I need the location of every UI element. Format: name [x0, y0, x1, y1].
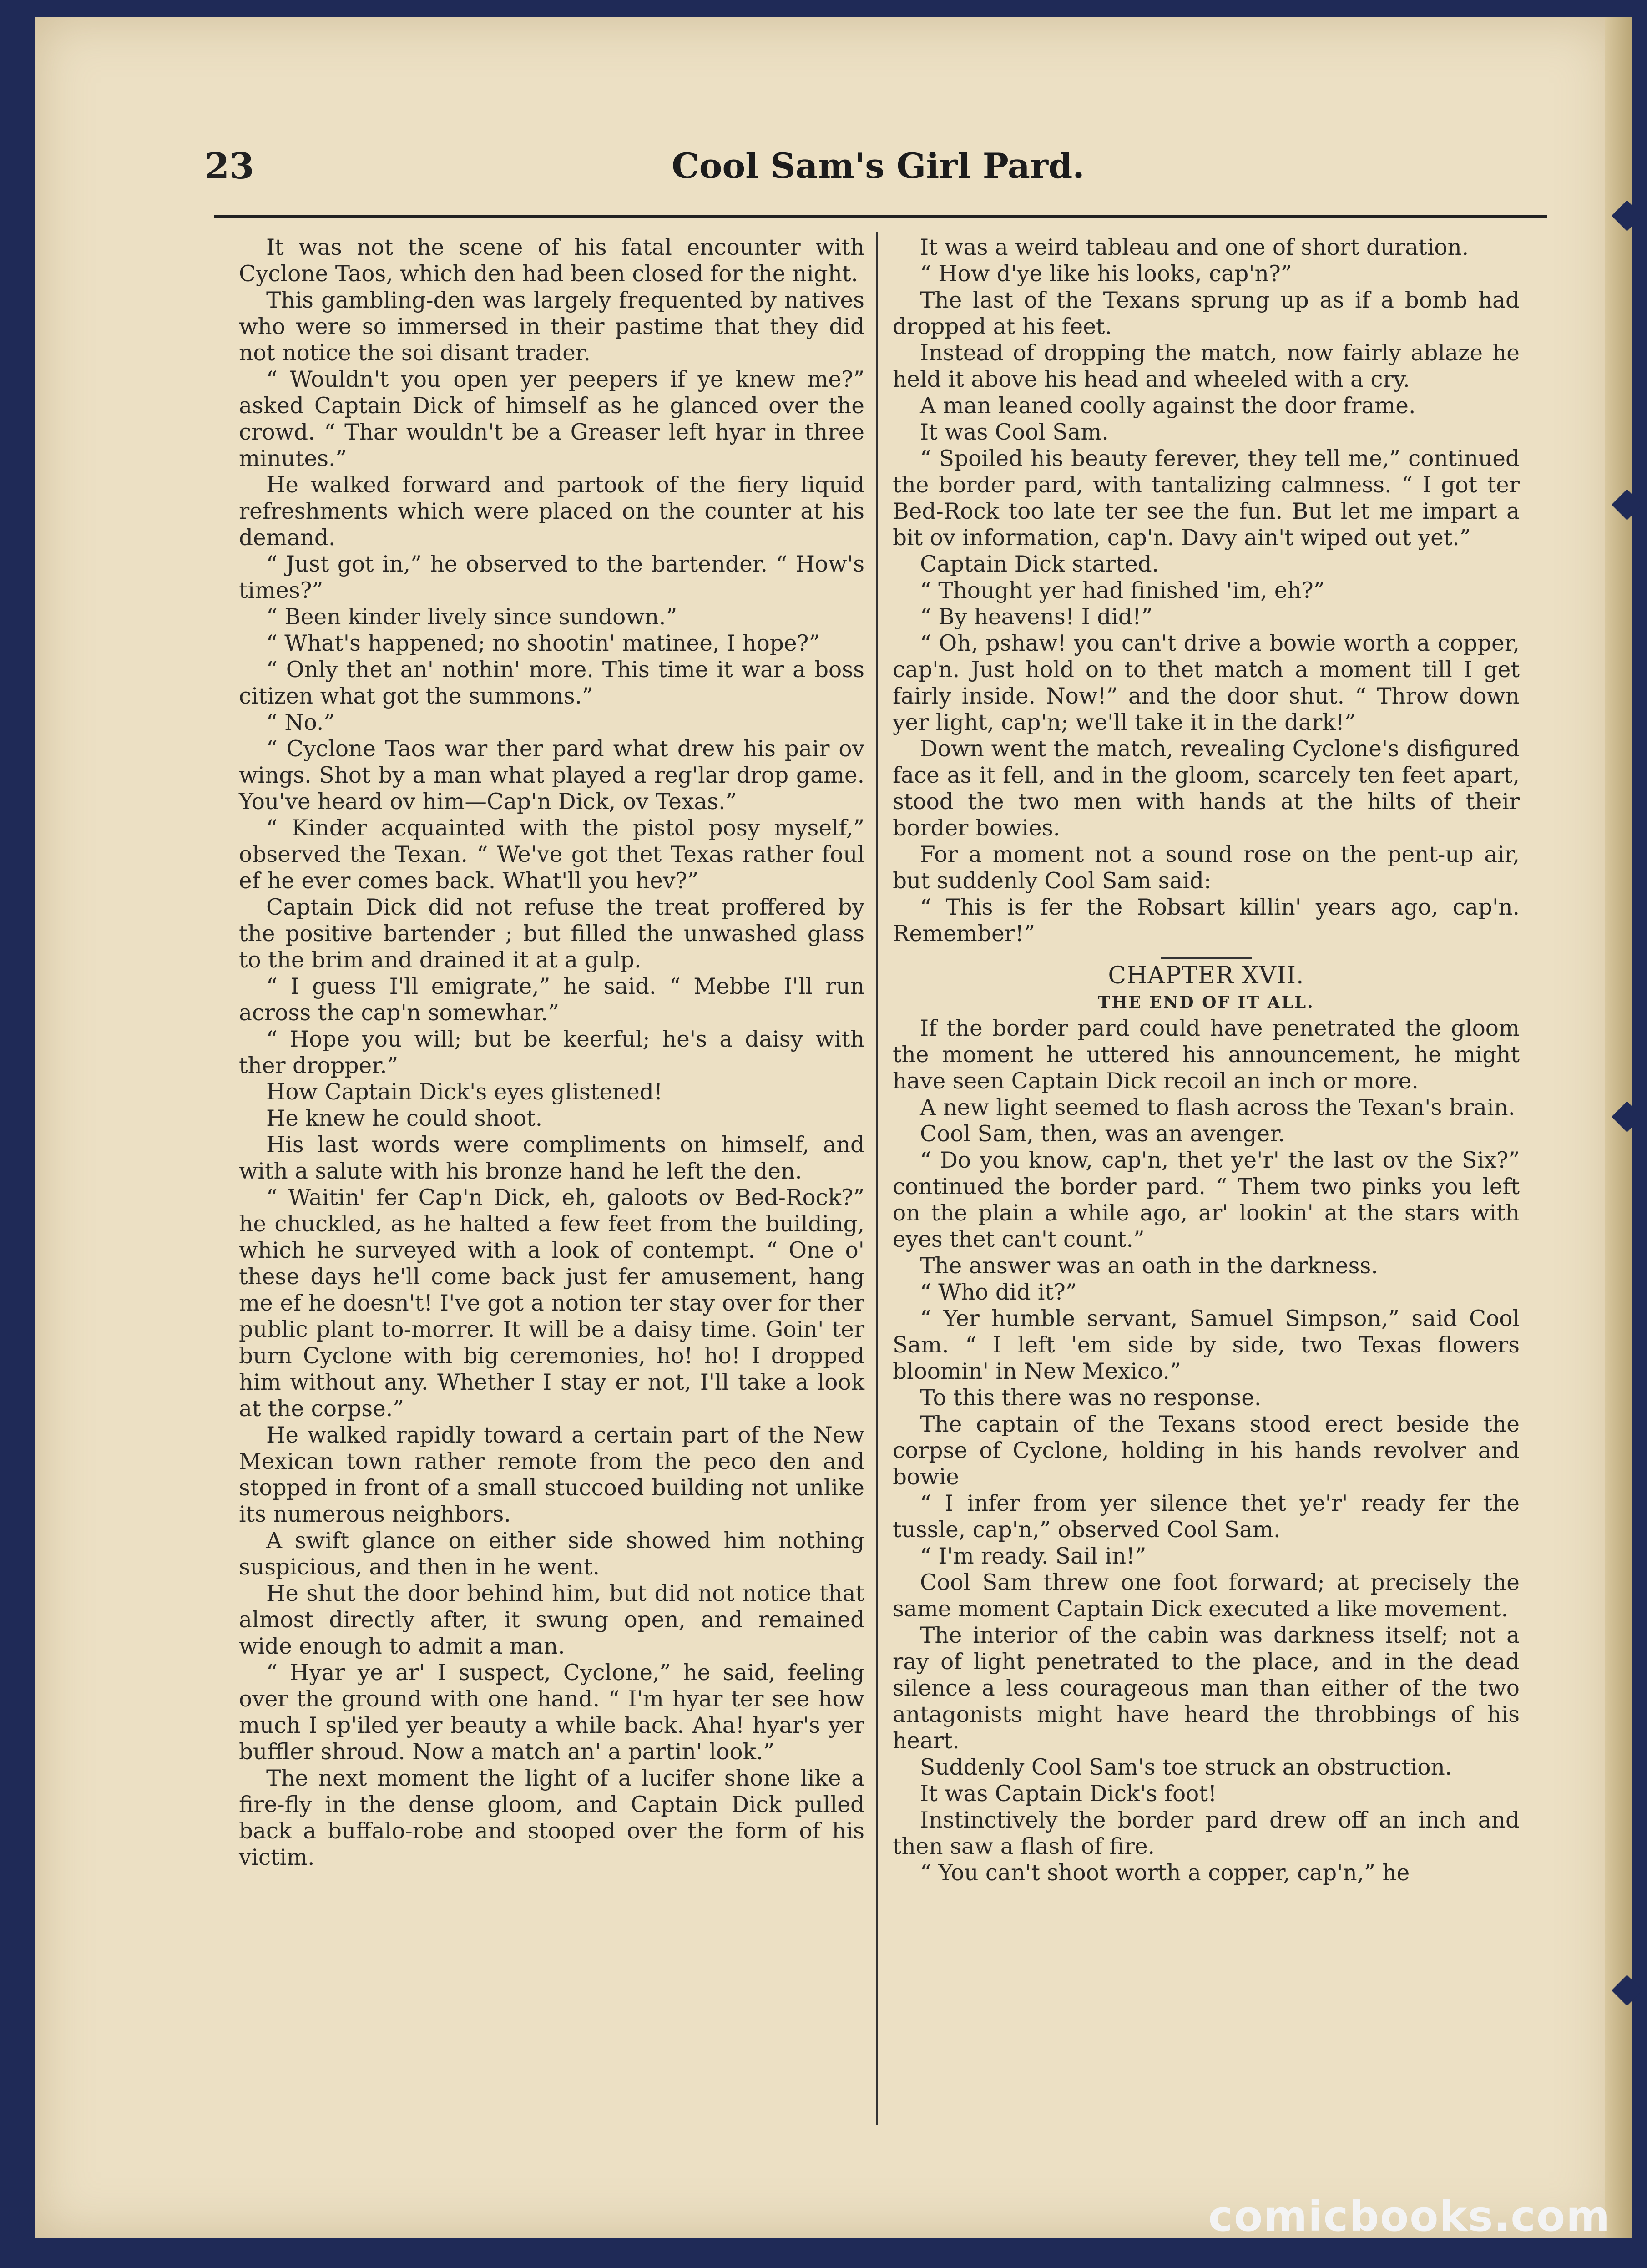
paragraph: This gambling-den was largely frequented by natives who were so immersed in their pastime that they did not notice the soi disant trader.: [239, 288, 864, 366]
paragraph: Cool Sam threw one foot forward; at precisely the same moment Captain Dick executed a like movement.: [893, 1570, 1520, 1622]
right-column: [893, 234, 1520, 1886]
header-rule: [214, 215, 1547, 218]
paragraph: Down went the match, revealing Cyclone's disfigured face as it fell, and in the gloom, scarcely ten feet apart, stood the two men with hands at the hilts of their border bowies.: [893, 736, 1520, 841]
chapter-title: CHAPTER XVII.: [1108, 962, 1304, 989]
paragraph: “ Oh, pshaw! you can't drive a bowie worth a copper, cap'n. Just hold on to thet match a moment till I get fairly inside. Now!” and the door shut. “ Throw down yer light, cap'n; we'll take it in the dark!”: [893, 631, 1520, 735]
paragraph: How Captain Dick's eyes glistened!: [266, 1079, 663, 1105]
chapter-subtitle: THE END OF IT ALL.: [1098, 993, 1314, 1012]
paragraph: “ I'm ready. Sail in!”: [920, 1544, 1147, 1569]
paragraph: “ Just got in,” he observed to the bartender. “ How's times?”: [239, 552, 864, 603]
paragraph: “ This is fer the Robsart killin' years ago, cap'n. Remember!”: [893, 895, 1520, 947]
paragraph: “ Kinder acquainted with the pistol posy myself,” observed the Texan. “ We've got thet Texas rather foul ef he ever comes back. What'll you hev?”: [239, 815, 864, 894]
paragraph: “ Thought yer had finished 'im, eh?”: [920, 578, 1325, 603]
paragraph: “ Wouldn't you open yer peepers if ye knew me?” asked Captain Dick of himself as he glanced over the crowd. “ Thar wouldn't be a Greaser left hyar in three minutes.”: [239, 367, 864, 471]
paragraph: The last of the Texans sprung up as if a bomb had dropped at his feet.: [893, 288, 1520, 339]
paragraph: The interior of the cabin was darkness itself; not a ray of light penetrated to the place, and in the dead silence a less courageous man than either of the two antagonists might have heard the throbbings of his heart.: [893, 1623, 1520, 1754]
paragraph: “ Do you know, cap'n, thet ye'r' the last ov the Six?” continued the border pard. “ Them two pinks you left on the plain a while ago, ar' lookin' at the stars with eyes thet can't count.”: [893, 1148, 1520, 1252]
paragraph: “ I infer from yer silence thet ye'r' ready fer the tussle, cap'n,” observed Cool Sam.: [893, 1491, 1520, 1543]
paragraph: “ I guess I'll emigrate,” he said. “ Mebbe I'll run across the cap'n somewhar.”: [239, 974, 864, 1026]
paragraph: A new light seemed to flash across the Texan's brain.: [920, 1095, 1516, 1120]
paragraph: He walked rapidly toward a certain part of the New Mexican town rather remote from the peco den and stopped in front of a small stuccoed building not unlike its numerous neighbors.: [239, 1423, 864, 1527]
paragraph: For a moment not a sound rose on the pent-up air, but suddenly Cool Sam said:: [893, 842, 1520, 894]
paragraph: The captain of the Texans stood erect beside the corpse of Cyclone, holding in his hands revolver and bowie: [893, 1412, 1520, 1490]
running-title: Cool Sam's Girl Pard.: [672, 146, 1085, 186]
paragraph: Suddenly Cool Sam's toe struck an obstruction.: [920, 1755, 1452, 1780]
paragraph: Cool Sam, then, was an avenger.: [920, 1121, 1285, 1147]
paragraph: “ What's happened; no shootin' matinee, I hope?”: [266, 631, 820, 656]
paragraph: It was Captain Dick's foot!: [920, 1781, 1217, 1807]
paragraph: “ Yer humble servant, Samuel Simpson,” said Cool Sam. “ I left 'em side by side, two Texas flowers bloomin' in New Mexico.”: [893, 1306, 1520, 1384]
column-divider: [876, 232, 878, 2125]
paragraph: “ Hope you will; but be keerful; he's a daisy with ther dropper.”: [239, 1027, 864, 1078]
left-column: [239, 234, 864, 1871]
paragraph: He knew he could shoot.: [266, 1106, 543, 1131]
paragraph: “ No.”: [266, 710, 335, 735]
paragraph: He shut the door behind him, but did not notice that almost directly after, it swung open, and remained wide enough to admit a man.: [239, 1581, 864, 1659]
paragraph: He walked forward and partook of the fiery liquid refreshments which were placed on the counter at his demand.: [239, 472, 864, 551]
paragraph: The next moment the light of a lucifer shone like a fire-fly in the dense gloom, and Captain Dick pulled back a buffalo-robe and stooped over the form of his victim.: [239, 1766, 864, 1870]
paragraph: Instead of dropping the match, now fairly ablaze he held it above his head and wheeled with a cry.: [893, 340, 1520, 392]
paragraph: “ Been kinder lively since sundown.”: [266, 604, 677, 630]
paragraph: “ You can't shoot worth a copper, cap'n,” he: [920, 1860, 1410, 1886]
paragraph: His last words were compliments on himself, and with a salute with his bronze hand he left the den.: [239, 1132, 864, 1184]
paragraph: Captain Dick did not refuse the treat proffered by the positive bartender ; but filled the unwashed glass to the brim and drained it at a gulp.: [239, 895, 864, 973]
page-number: 23: [205, 146, 254, 187]
paragraph: A man leaned coolly against the door frame.: [920, 393, 1416, 419]
paragraph: “ Spoiled his beauty ferever, they tell me,” continued the border pard, with tantalizing calmness. “ I got ter Bed-Rock too late ter see the fun. But let me impart a bit ov information, cap'n. Davy ain't wiped out yet.”: [893, 446, 1520, 551]
paragraph: “ Who did it?”: [920, 1280, 1077, 1305]
paragraph: If the border pard could have penetrated the gloom the moment he uttered his announcement, he might have seen Captain Dick recoil an inch or more.: [893, 1016, 1520, 1094]
paragraph: To this there was no response.: [920, 1385, 1262, 1411]
paragraph: “ How d'ye like his looks, cap'n?”: [920, 261, 1292, 287]
paragraph: It was a weird tableau and one of short duration.: [920, 235, 1469, 260]
paragraph: “ Waitin' fer Cap'n Dick, eh, galoots ov Bed-Rock?” he chuckled, as he halted a few feet from the building, which he surveyed with a look of contempt. “ One o' these days he'll come back just fer amusement, hang me ef he doesn't! I've got a notion ter stay over for ther public plant to-morrer. It will be a daisy time. Goin' ter burn Cyclone with big ceremonies, ho! ho! I dropped him without any. Whether I stay er not, I'll take a look at the corpse.”: [239, 1185, 864, 1422]
paragraph: Captain Dick started.: [920, 552, 1159, 577]
paragraph: A swift glance on either side showed him nothing suspicious, and then in he went.: [239, 1528, 864, 1580]
paragraph: “ By heavens! I did!”: [920, 604, 1153, 630]
paragraph: “ Hyar ye ar' I suspect, Cyclone,” he said, feeling over the ground with one hand. “ I'm hyar ter see how much I sp'iled yer beauty a while back. Aha! hyar's yer buffler shroud. Now a match an' a partin' look.”: [239, 1660, 864, 1765]
paragraph: It was Cool Sam.: [920, 420, 1109, 445]
paragraph: “ Only thet an' nothin' more. This time it war a boss citizen what got the summons.”: [239, 657, 864, 709]
paragraph: Instinctively the border pard drew off an inch and then saw a flash of fire.: [893, 1807, 1520, 1859]
chapter-rule: [1161, 957, 1252, 959]
paragraph: It was not the scene of his fatal encounter with Cyclone Taos, which den had been closed for the night.: [239, 235, 864, 287]
watermark: comicbooks.com: [1208, 2192, 1611, 2241]
page-header: [205, 146, 1551, 200]
paragraph: “ Cyclone Taos war ther pard what drew his pair ov wings. Shot by a man what played a reg'lar drop game. You've heard ov him—Cap'n Dick, ov Texas.”: [239, 736, 864, 815]
paragraph: The answer was an oath in the darkness.: [920, 1253, 1378, 1279]
